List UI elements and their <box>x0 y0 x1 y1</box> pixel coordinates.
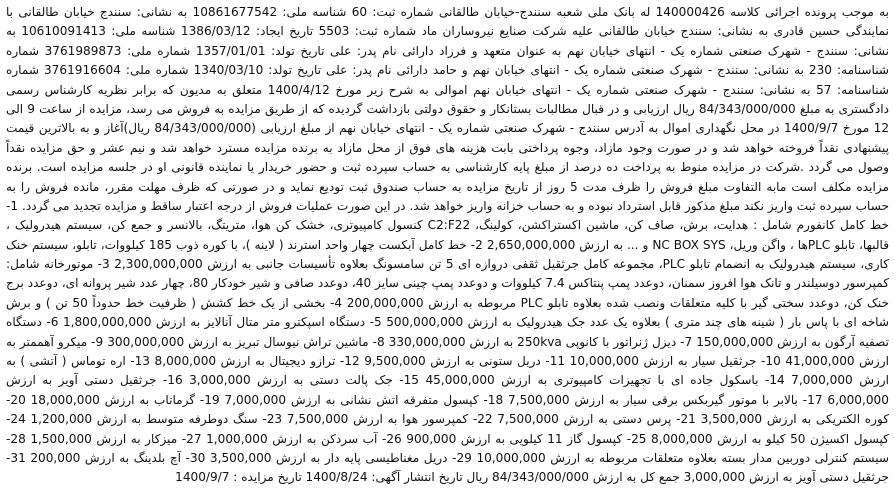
notice-paragraph: به موجب پرونده اجرائی کلاسه 140000426 له بانک ملی شعبه سنندج-خیابان طالقانی شماره ثبت: 60 شناسه ملی: 10861677542 به نشانی: سنندج خیابان طالقانی با نمایندگی حسین قادری به نشانی: سنندج خیابان طالقانی علیه شرکت صنایع نیروساران ماد شماره ثبت: 5503 تاریخ ایجاد: 1386/03/12 شناسه ملی: 10610091413 به نشانی: سنندج - شهرک صنعتی شماره یک - انتهای خیابان نهم به عنوان متعهد و فرزاد دارائی نام پدر: علی تاریخ تولد: 1357/01/01 شماره ملی: 3761989873 شماره شناسنامه: 230 به نشانی: سنندج - شهرک صنعتی شماره یک - انتهای خیابان نهم و حامد دارائی نام پدر: علی تاریخ تولد: 1340/03/10 شماره ملی: 3761916604 شماره شناسنامه: 57 به نشانی: سنندج - شهرک صنعتی شماره یک - انتهای خیابان نهم اموالی به شرح زیر مورخ 1400/4/12 متعلق به مدیون که برابر نظریه کارشناس رسمی دادگستری به مبلغ 84/343/000/000 ریال ارزیابی و در قبال مطالبات بستانکار و حقوق دولتی بازداشت گردیده که از طریق مزایده به فروش می رسد، مزایده از ساعت 9 الی 12 مورخ 1400/9/7 در محل نگهداری اموال به آدرس سنندج - شهرک صنعتی شماره یک - انتهای خیابان نهم از مبلغ ارزیابی (84/343/000/000 ریال)آغاز و به بالاترین قیمت پیشنهادی نقداً فروخته خواهد شد و در صورت وجود مازاد، وجوه پرداختی بابت هزینه های فوق از محل مازاد به برنده مزایده مسترد خواهد شد و نیم عشر و حق مزایده نقداً وصول می گردد .شرکت در مزایده منوط به پرداخت ده درصد از مبلغ پایه کارشناسی به حساب سپرده ثبت و حضور خریدار یا نماینده قانونی او در جلسه مزایده است. برنده مزایده مکلف است مابه التفاوت مبلغ فروش را ظرف مدت 5 روز از تاریخ مزایده به حساب صندوق ثبت تودیع نماید و در صورتی که ظرف مهلت مقرر، مانده فروش را به حساب سپرده ثبت واریز نکند مبلغ مذکور قابل استرداد نبوده و به حساب خزانه واریز خواهد شد. در این صورت عملیات فروش از درجه اعتبار ساقط و مزایده تجدید می گردد. 1- خط کامل کانفورم شامل : هدایت، برش، صاف کن، ماشین اکستراکشن، کولینگ، C2:F22 کنسول کامپیوتری، خشک کن هوا، متریتگ، بالانسر و جمع کن، سیستم هیدرولیک ، قالبها، تابلو PLCها ، واگن وریل، NC BOX SYS و ... به ارزش 2,650,000,000 2- خط کامل آبکست چهار واحد استرند ( لاینه )، با کوره ذوب 185 کیلووات، تابلو، سیستم خنک کاری، سیستم هیدرولیک به انضمام تابلو PLC، مجموعه کامل جرثقیل ثقفی دروازه ای 5 تن سامسونگ بعلاوه تأسیسات جانبی به ارزش 2,300,000,000 3- موتورخانه شامل: کمپرسور دوسیلندر و تانک هوا افروز سمنان، دوعدد پمپ پنتاکس 7.4 کیلووات و دوعدد پمپ چینی سایز 40، دوعدد صافی و شیر خودکار 80، چهار عدد شیر پروانه ای، دوعدد برج خنک کن، دوعدد سختی گیر با کلیه متعلقات ونصب شده بعلاوه تابلو PLC مربوطه به ارزش 200,000,000 4- بخشی از یک خط کشش ( ظرفیت خط حدوداً 50 تن ) و برش شاخه ای با پاس بار ( شینه های چند متری ) بعلاوه یک عدد جک هیدرولیک به ارزش 500,000,000 5- دستگاه اسپکترو متر متال آنالایز به ارزش 1,800,000,000 6- دستگاه تصفیه آرگون به ارزش 150,000,000 7- دیزل ژنراتور با کانوپی 250kva به ارزش 330,000,000 8- ماشین تراش نیوسال تبریز به ارزش 300,000,000 9- میکرو آهممتر به ارزش 41,000,000 10- جرثقیل سیار به ارزش 10,000,000 11- دریل ستونی به ارزش 9,500,000 12- ترازو دیجیتال به ارزش 8,000,000 13- اره توماس ( آتشی ) به ارزش 7,000,000 14- باسکول جاده ای با تجهیزات کامپیوتری به ارزش 45,000,000 15- جک پالت دستی به ارزش 3,000,000 16- جرثقیل دستی آویز به ارزش 6,000,000 17- بالابر با موتور گیربکس برقی سیار به ارزش 7,500,000 18- کپسول متفرقه اتش نشانی به ارزش 7,000,000 19- گرماتاب به ارزش 18,000,000 20- کوره الکتریکی به ارزش 3,500,000 21- پرس دستی به ارزش 7,500,000 22- کمپرسور هوا به ارزش 7,500,000 23- سنگ دوطرفه متوسط به ارزش 1,200,000 24- کپسول اکسیژن 50 کیلو به ارزش 8,000,000 25- کپسول گاز 11 کیلویی به ارزش 900,000 26- آب سردکن به ارزش 1,000,000 27- میزکار به ارزش 1,500,000 28- سیستم کنترلی دوربین مدار بسته بعلاوه متعلقات مربوطه به ارزش 10,000,000 29- دریل مغناطیسی پایه دار به ارزش 3,500,000 30- آچ بلدینگ به ارزش 200,000 31- جرثقیل دستی آویز به ارزش 3,000,000 جمع کل به ارزش 84/343/000/000 ریال تاریخ انتشار آگهی: 1400/8/24 تاریخ مزایده : 1400/9/7 <box>6 5 890 485</box>
auction-notice <box>6 3 889 488</box>
